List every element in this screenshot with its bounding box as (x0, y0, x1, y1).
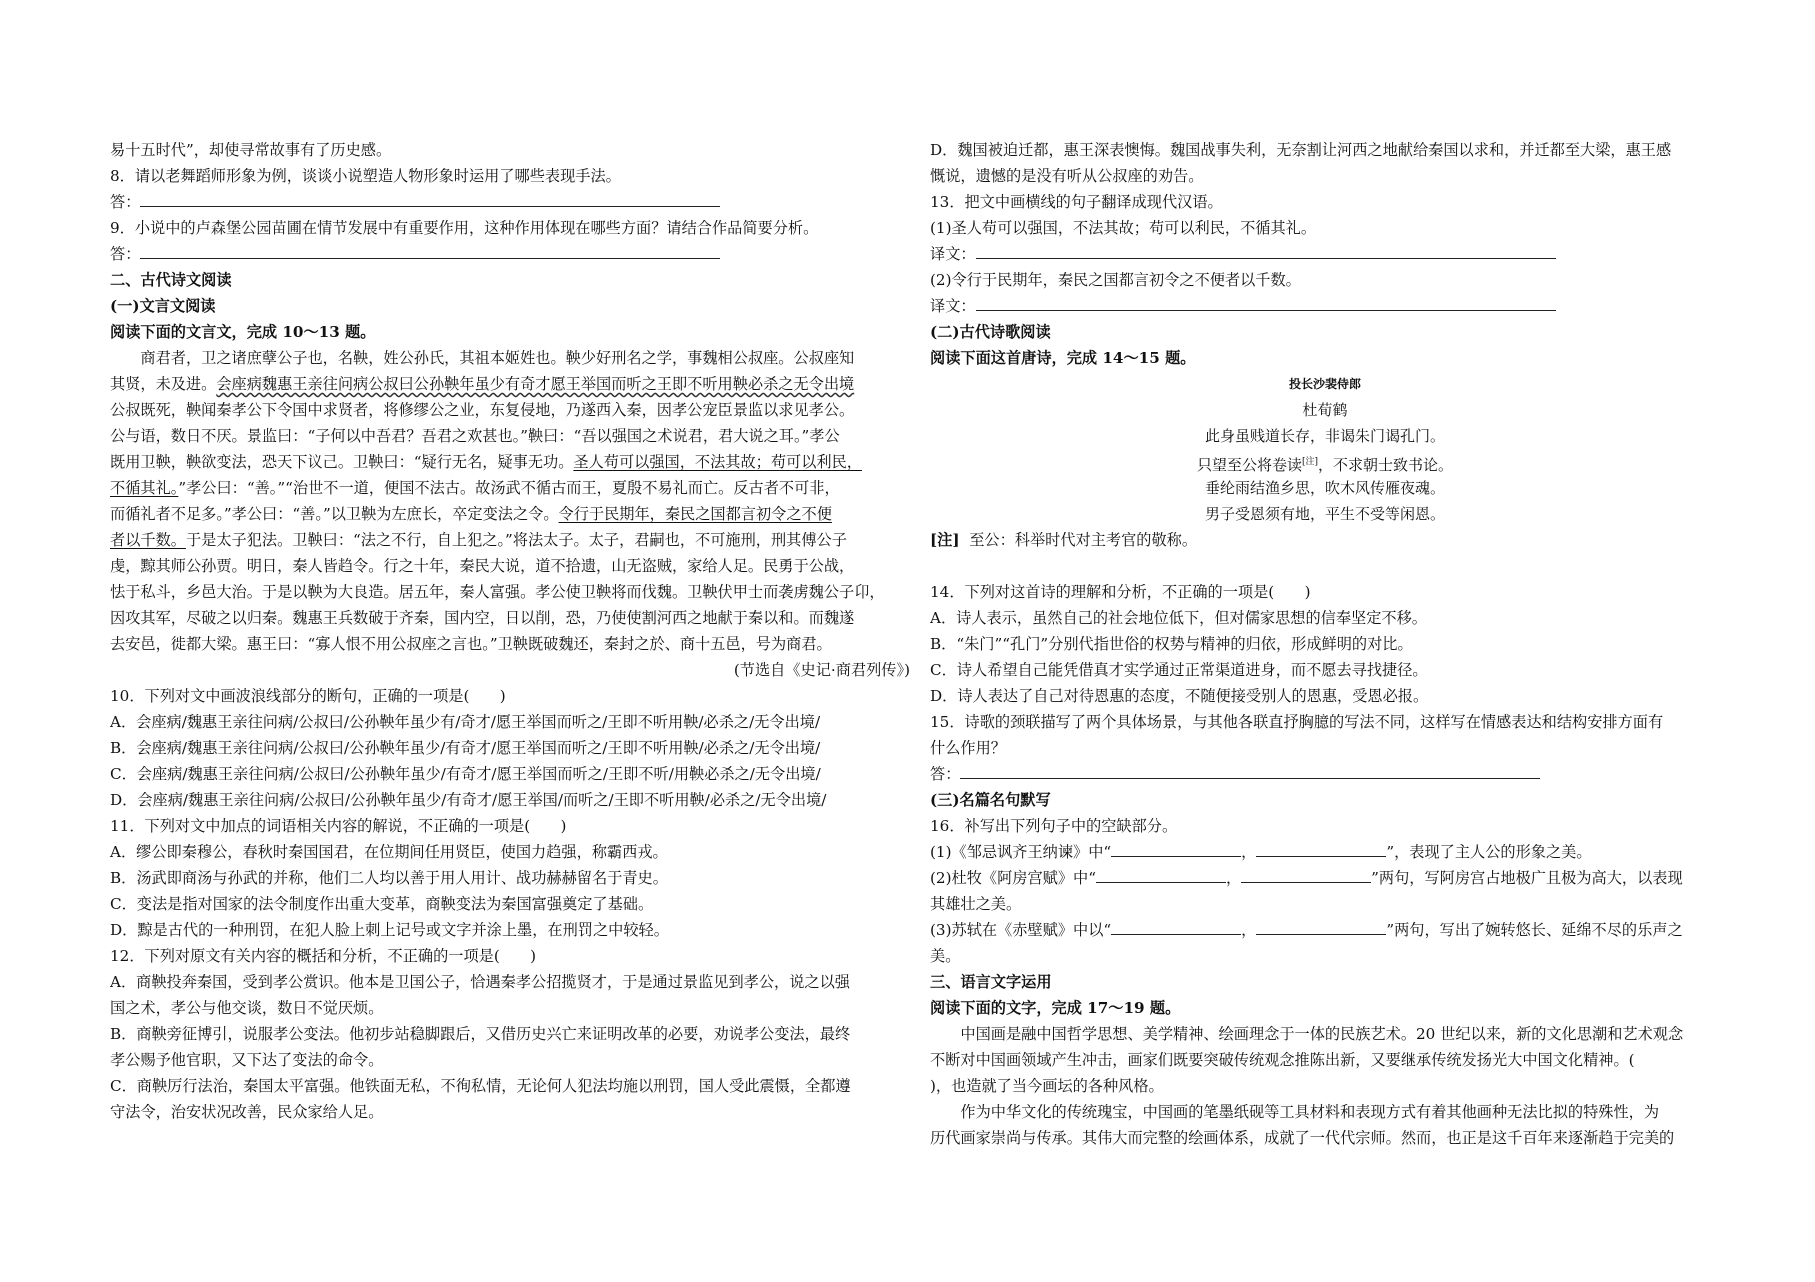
question-12: 12．下列对原文有关内容的概括和分析，不正确的一项是( ) (110, 947, 537, 965)
underlined-text: 不循其礼。 (110, 479, 179, 497)
question-13: 13．把文中画横线的句子翻译成现代汉语。 (930, 193, 1223, 211)
question-15-cont: 什么作用？ (930, 739, 1006, 757)
question-15: 15．诗歌的颈联描写了两个具体场景，与其他各联直抒胸臆的写法不同，这样写在情感表达和结构安排方面有 (930, 713, 1664, 731)
poem-line: 此身虽贱道长存，非谒朱门谒孔门。 (1204, 427, 1445, 445)
passage-line: 怯于私斗，乡邑大治。于是以鞅为大良造。居五年，秦人富强。孝公使卫鞅将而伐魏。卫鞅伏甲士而袭虏魏公子卬， (110, 583, 885, 601)
passage-line: 而循礼者不足多。”孝公曰：“善。”以卫鞅为左庶长，卒定变法之令。令行于民期年，秦民之国都言初令之不便 (110, 505, 832, 523)
poem-line: 只望至公将卷读[注]，不求朝士致书论。 (1196, 456, 1454, 474)
option-a: A．诗人表示，虽然自己的社会地位低下，但对儒家思想的信奉坚定不移。 (930, 609, 1427, 627)
option-b: B．“朱门”“孔门”分别代指世俗的权势与精神的归依，形成鲜明的对比。 (930, 635, 1413, 653)
option-d-cont: 慨说，遗憾的是没有听从公叔座的劝告。 (930, 167, 1204, 185)
wavy-underlined-text: 会座病魏惠王亲往问病公叔曰公孙鞅年虽少有奇才愿王举国而听之王即不听用鞅必杀之无令出境 (216, 375, 855, 393)
passage-line: 不循其礼。”孝公曰：“善。”“治世不一道，便国不法古。故汤武不循古而王，夏殷不易礼而亡。反古者不可非， (110, 479, 840, 497)
source-citation: (节选自《史记·商君列传》) (733, 661, 910, 679)
translation-blank[interactable] (976, 295, 1556, 311)
subsection-heading: (二)古代诗歌阅读 (930, 323, 1051, 341)
question-10: 10．下列对文中画波浪线部分的断句，正确的一项是( ) (110, 687, 506, 705)
passage-line: 不断对中国画领域产生冲击，画家们既要突破传统观念推陈出新，又要继承传统发扬光大中国文化精神。( (930, 1051, 1635, 1069)
fill-line: (3)苏轼在《赤壁赋》中以“ ， ”两句，写出了婉转悠长、延绵不尽的乐声之 (930, 921, 1683, 939)
answer-line: 答： (930, 761, 1720, 787)
passage-line: 公叔既死，鞅闻秦孝公下令国中求贤者，将修缪公之业，东复侵地，乃遂西入秦，因孝公宠臣景监以求见孝公。 (110, 401, 855, 419)
passage-line: 其贤，未及进。会座病魏惠王亲往问病公叔曰公孙鞅年虽少有奇才愿王举国而听之王即不听用鞅必杀之无令出境 (110, 375, 855, 393)
footnote: [注] 至公：科举时代对主考官的敬称。 (930, 531, 1198, 549)
option-c: C．商鞅厉行法治，秦国太平富强。他铁面无私，不徇私情，无论何人犯法均施以刑罚，国人受此震慑，全都遵 (110, 1077, 851, 1095)
fill-line-cont: 其雄壮之美。 (930, 895, 1022, 913)
fill-blank[interactable] (1111, 841, 1241, 857)
option-d: D．诗人表达了自己对待恩惠的态度，不随便接受别人的恩惠，受恩必报。 (930, 687, 1429, 705)
right-column (930, 137, 1720, 1151)
option-d: D．黥是古代的一种刑罚，在犯人脸上刺上记号或文字并涂上墨，在刑罚之中较轻。 (110, 921, 669, 939)
underlined-text: 令行于民期年，秦民之国都言初令之不便 (558, 505, 832, 523)
passage-line: 中国画是融中国哲学思想、美学精神、绘画理念于一体的民族艺术。20 世纪以来，新的文化思潮和艺术观念 (960, 1025, 1684, 1043)
section-heading: 二、古代诗文阅读 (110, 271, 232, 289)
fill-blank[interactable] (1256, 919, 1386, 935)
footnote-marker: [注] (1301, 457, 1319, 467)
answer-blank[interactable] (140, 191, 720, 207)
option-a: A．缪公即秦穆公，春秋时秦国国君，在位期间任用贤臣，使国力趋强，称霸西戎。 (110, 843, 668, 861)
fill-line: (1)《邹忌讽齐王纳谏》中“ ， ”，表现了主人公的形象之美。 (930, 843, 1592, 861)
question-16: 16．补写出下列句子中的空缺部分。 (930, 817, 1178, 835)
passage-line: 者以千数。于是太子犯法。卫鞅曰：“法之不行，自上犯之。”将法太子。太子，君嗣也，不可施刑，刑其傅公子 (110, 531, 847, 549)
instruction: 阅读下面这首唐诗，完成 14～15 题。 (930, 349, 1196, 367)
translation-blank[interactable] (976, 243, 1556, 259)
translation-line: 译文： (930, 241, 1720, 267)
fill-blank[interactable] (1096, 867, 1226, 883)
question-14: 14．下列对这首诗的理解和分析，不正确的一项是( ) (930, 583, 1311, 601)
subsection-heading: (一)文言文阅读 (110, 297, 216, 315)
poem-author: 杜荀鹤 (1302, 401, 1348, 419)
option-c-cont: 守法令，治安状况改善，民众家给人足。 (110, 1103, 384, 1121)
spacer (930, 553, 1720, 579)
fill-line: (2)杜牧《阿房宫赋》中“ ， ”两句，写阿房宫占地极广且极为高大，以表现 (930, 869, 1683, 887)
passage-line: )，也造就了当今画坛的各种风格。 (930, 1077, 1164, 1095)
question-9: 9．小说中的卢森堡公园苗圃在情节发展中有重要作用，这种作用体现在哪些方面？请结合作品简要分析。 (110, 219, 819, 237)
passage-line: 历代画家崇尚与传承。其伟大而完整的绘画体系，成就了一代代宗师。然而，也正是这千百年来逐渐趋于完美的 (930, 1129, 1675, 1147)
option-b-cont: 孝公赐予他官职，又下达了变法的命令。 (110, 1051, 384, 1069)
option-c: C．变法是指对国家的法令制度作出重大变革，商鞅变法为秦国富强奠定了基础。 (110, 895, 654, 913)
passage-line: 既用卫鞅，鞅欲变法，恐天下议己。卫鞅曰：“疑行无名，疑事无功。圣人苟可以强国，不法其故；苟可以利民， (110, 453, 862, 471)
passage-line: 商君者，卫之诸庶孽公子也，名鞅，姓公孙氏，其祖本姬姓也。鞅少好刑名之学，事魏相公叔座。公叔座知 (140, 349, 855, 367)
fill-blank[interactable] (1241, 867, 1371, 883)
option-a: A．商鞅投奔秦国，受到孝公赏识。他本是卫国公子，恰遇秦孝公招揽贤才，于是通过景监见到孝公，说之以强 (110, 973, 850, 991)
option-d: D．魏国被迫迁都，惠王深表懊悔。魏国战事失利，无奈割让河西之地献给秦国以求和，并迁都至大梁，惠王感 (930, 141, 1672, 159)
poem-line: 垂纶雨结渔乡思，吹木风传雁夜魂。 (1204, 479, 1445, 497)
instruction: 阅读下面的文字，完成 17～19 题。 (930, 999, 1181, 1017)
sentence-1: (1)圣人苟可以强国，不法其故；苟可以利民，不循其礼。 (930, 219, 1317, 237)
option-c: C．会座病/魏惠王亲往问病/公叔曰/公孙鞅年虽少/有奇才/愿王举国而听之/王即不听/用鞅必杀之/无令出境/ (110, 765, 821, 783)
question-8: 8．请以老舞蹈师形象为例，谈谈小说塑造人物形象时运用了哪些表现手法。 (110, 167, 621, 185)
fill-line-cont: 美。 (930, 947, 961, 965)
underlined-text: 者以千数。 (110, 531, 186, 549)
passage-line: 公与语，数日不厌。景监曰：“子何以中吾君？吾君之欢甚也。”鞅曰：“吾以强国之术说君，君大说之耳。”孝公 (110, 427, 840, 445)
fill-blank[interactable] (1256, 841, 1386, 857)
instruction: 阅读下面的文言文，完成 10～13 题。 (110, 323, 376, 341)
option-a-cont: 国之术，孝公与他交谈，数日不觉厌烦。 (110, 999, 384, 1017)
option-d: D．会座病/魏惠王亲往问病/公叔曰/公孙鞅年虽少/有奇才/愿王举国/而听之/王即不听用鞅/必杀之/无令出境/ (110, 791, 827, 809)
option-a: A．会座病/魏惠王亲往问病/公叔曰/公孙鞅年虽少有/奇才/愿王举国而听之/王即不听用鞅/必杀之/无令出境/ (110, 713, 821, 731)
sentence-2: (2)令行于民期年，秦民之国都言初令之不便者以千数。 (930, 271, 1301, 289)
poem-title: 投长沙裴侍郎 (1288, 377, 1361, 391)
answer-blank[interactable] (960, 763, 1540, 779)
answer-blank[interactable] (140, 243, 720, 259)
question-11: 11．下列对文中加点的词语相关内容的解说，不正确的一项是( ) (110, 817, 567, 835)
passage-line: 因攻其军，尽破之以归秦。魏惠王兵数破于齐秦，国内空，日以削，恐，乃使使割河西之地献于秦以和。而魏遂 (110, 609, 855, 627)
option-b: B．会座病/魏惠王亲往问病/公叔曰/公孙鞅年虽少/有奇才/愿王举国而听之/王即不听用鞅/必杀之/无令出境/ (110, 739, 821, 757)
answer-line: 答： (110, 241, 910, 267)
passage-line: 去安邑，徙都大梁。惠王曰：“寡人恨不用公叔座之言也。”卫鞅既破魏还，秦封之於、商十五邑，号为商君。 (110, 635, 832, 653)
underlined-text: 圣人苟可以强国，不法其故；苟可以利民， (573, 453, 862, 471)
translation-line: 译文： (930, 293, 1720, 319)
section-heading: 三、语言文字运用 (930, 973, 1052, 991)
left-column (110, 137, 910, 1125)
passage-line: 作为中华文化的传统瑰宝，中国画的笔墨纸砚等工具材料和表现方式有着其他画种无法比拟的特殊性，为 (960, 1103, 1660, 1121)
fill-blank[interactable] (1111, 919, 1241, 935)
subsection-heading: (三)名篇名句默写 (930, 791, 1051, 809)
text-line: 易十五时代”，却使寻常故事有了历史感。 (110, 141, 392, 159)
passage-line: 虔，黥其师公孙贾。明日，秦人皆趋令。行之十年，秦民大说，道不拾遗，山无盗贼，家给人足。民勇于公战， (110, 557, 855, 575)
option-b: B．汤武即商汤与孙武的并称，他们二人均以善于用人用计、战功赫赫留名于青史。 (110, 869, 668, 887)
answer-line: 答： (110, 189, 910, 215)
poem-line: 男子受恩须有地，平生不受等闲恩。 (1204, 505, 1445, 523)
option-c: C．诗人希望自己能凭借真才实学通过正常渠道进身，而不愿去寻找捷径。 (930, 661, 1428, 679)
option-b: B．商鞅旁征博引，说服孝公变法。他初步站稳脚跟后，又借历史兴亡来证明改革的必要，劝说孝公变法，最终 (110, 1025, 851, 1043)
